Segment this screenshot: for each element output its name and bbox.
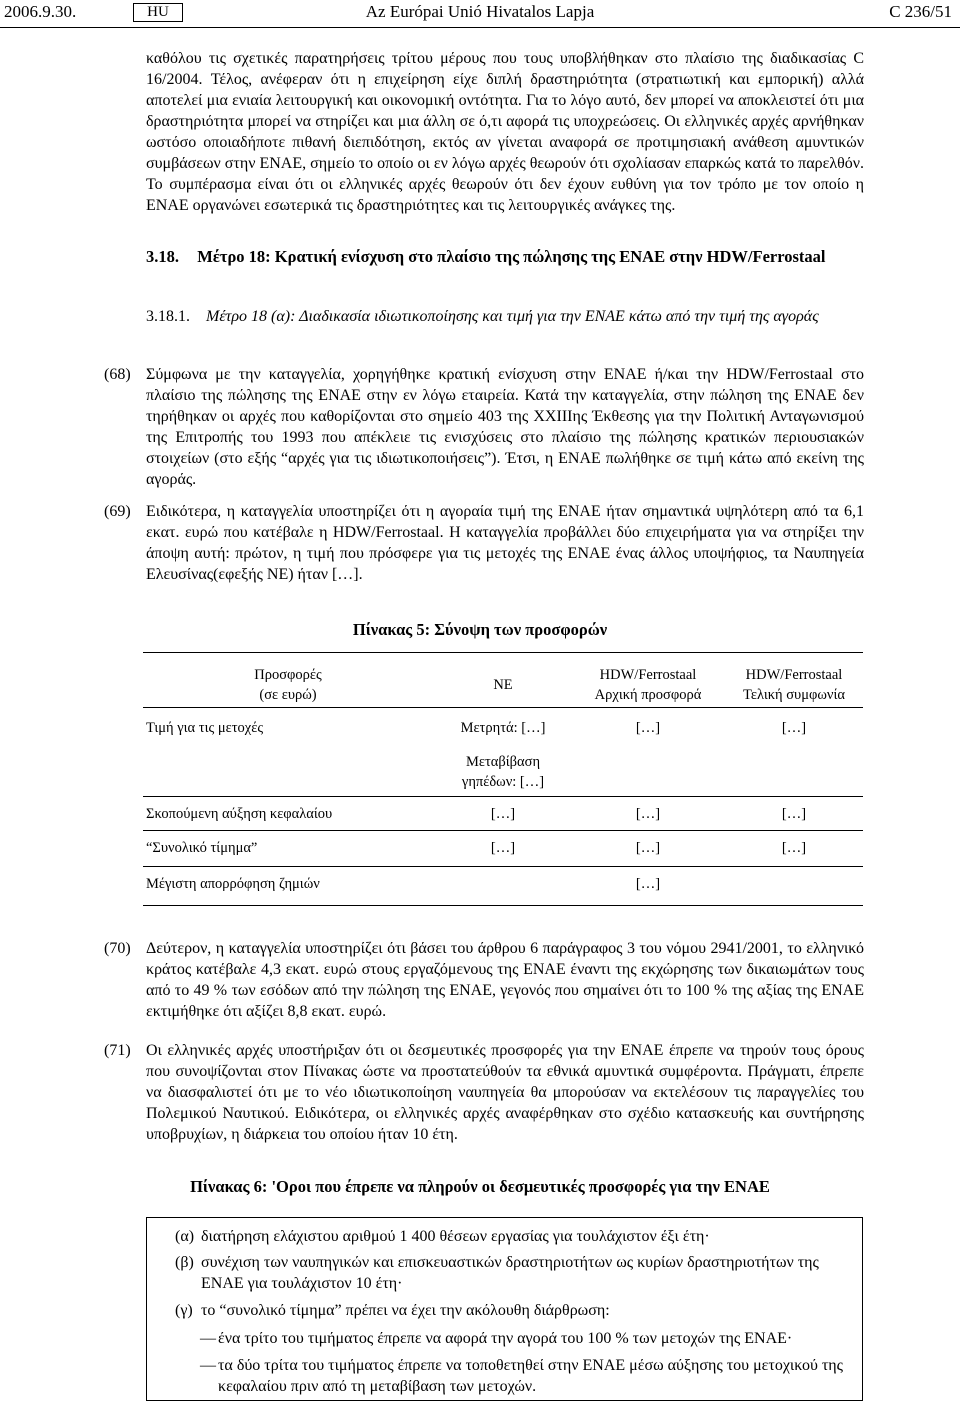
table-rule [143, 652, 863, 653]
intro-paragraph: καθόλου τις σχετικές παρατηρήσεις τρίτου μέρους που τους υποβλήθηκαν στο πλαίσιο της διαδικασίας C 16/2004. Τέλος, ανέφεραν ότι η επιχείρηση είχε διπλή δραστηριότητα (στρατιωτική και εμπορική) αλλά αποτελεί μια ενιαία λειτουργική και οικονομική οντότητα. Για το λόγο αυτό, δεν μπορεί να αποκλειστεί ότι μια δραστηριότητα μπορεί να στηρίζει και μια άλλη σε ό,τι αφορά τις υποχρεώσεις. Οι ελληνικές αρχές αρνήθηκαν ωστόσο οποιαδήποτε πιθανή διεπιδότηση, εκτός αν γίνεται αναφορά σε προτιμησιακή ανάθεση αμυντικών συμβάσεων στην ΕΝΑΕ, σημείο το οποίο οι εν λόγω αρχές θεωρούν ότι σχολίασαν επαρκώς κατά το παρελθόν. Το συμπέρασμα είναι ότι οι ελληνικές αρχές θεωρούν ότι δεν έχουν ευθύνη για τον τρόπο με τον οποίο η ΕΝΑΕ οργανώνει εσωτερικά τις δραστηριότητες και τις λειτουργικές ανάγκες της. [146, 50, 864, 214]
table6-item [175, 1252, 855, 1294]
table5-cell: Μετρητά: […] [460, 720, 546, 736]
table5-cell: […] [781, 840, 807, 856]
paragraph-text: Ειδικότερα, η καταγγελία υποστηρίζει ότι η αγοραία τιμή της ΕΝΑΕ ήταν σημαντικά υψηλότερη από τα 6,1 εκατ. ευρώ που κατέβαλε η HDW/Ferrostaal. Η καταγγελία προβάλλει δύο επιχειρήματα για να στηρίξει την άποψη αυτή: πρώτον, η τιμή που πρόσφερε για τις μετοχές της ΕΝΑΕ ένας άλλος υποψήφιος, τα Ναυπηγεία Ελευσίνας(εφεξής ΝΕ) ήταν […]. [146, 503, 864, 583]
item-text: διατήρηση ελάχιστου αριθμού 1 400 θέσεων εργασίας για τουλάχιστον έξι έτη· [201, 1228, 710, 1245]
table5-cell: […] [635, 876, 661, 892]
paragraph-text: Σύμφωνα με την καταγγελία, χορηγήθηκε κρατική ενίσχυση στην ΕΝΑΕ ή/και την HDW/Ferrostaal στο πλαίσιο της πώλησης της ΕΝΑΕ στην εν λόγω εταιρεία. Κατά την καταγγελία, στην πώληση της ΕΝΑΕ δεν τηρήθηκαν οι αρχές που καθορίζονται στο σημείο 403 της XXIIIης Έκθεσης για την Πολιτική Ανταγωνισμού της Επιτροπής του 1993 που απέκλειε τις ενισχύσεις στο πλαίσιο της πώλησης κρατικών περιουσιακών στοιχείων (στο εξής “αρχές για τις ιδιωτικοποιήσεις”). Έτσι, η ΕΝΑΕ πωλήθηκε σε τιμή κάτω από εκείνη της αγοράς. [146, 366, 864, 488]
table5-caption: Πίνακας 5: Σύνοψη των προσφορών [352, 620, 608, 639]
table5-header-ne: ΝΕ [493, 677, 513, 693]
item-label: (α) [175, 1228, 195, 1245]
table5-cell: […] [490, 840, 516, 856]
paragraph-68 [104, 364, 864, 490]
paragraph-text: Δεύτερον, η καταγγελία υποστηρίζει ότι βάσει του άρθρου 6 παράγραφος 3 του νόμου 2941/2001, το ελληνικό κράτος κατέβαλε 4,3 εκατ. ευρώ στους εργαζόμενους της ΕΝΑΕ έναντι της εκχώρησης των δικαιωμάτων τους από το 49 % των εσόδων από την πώληση της ΕΝΑΕ, γεγονός που σημαίνει ότι το 100 % της αξίας της ΕΝΑΕ εκτιμήθηκε ότι αξίζει 8,8 εκατ. ευρώ. [146, 940, 864, 1020]
table5-header-final: HDW/Ferrostaal Τελική συμφωνία [743, 667, 845, 703]
dash-mark: — [200, 1330, 216, 1347]
header-language-box: HU [133, 3, 183, 22]
table5-cell: […] [781, 720, 807, 736]
table6-caption: Πίνακας 6: 'Οροι που έπρεπε να πληρούν οι δεσμευτικές προσφορές για την ΕΝΑΕ [190, 1177, 770, 1196]
table6-item [175, 1300, 855, 1321]
dash-text: ένα τρίτο του τιμήματος έπρεπε να αφορά την αγορά του 100 % των μετοχών της ΕΝΑΕ· [218, 1330, 793, 1347]
paragraph-70 [104, 938, 864, 1022]
header-date: 2006.9.30. [4, 2, 77, 21]
table5-header-offers: Προσφορές (σε ευρώ) [254, 667, 322, 703]
table5-cell: […] [490, 806, 516, 822]
table6-dash-item [200, 1355, 855, 1397]
table5-row-label: Σκοπούμενη αύξηση κεφαλαίου [146, 806, 333, 822]
header-page-number: C 236/51 [889, 2, 952, 21]
table-rule [143, 905, 863, 906]
item-label: (γ) [175, 1302, 193, 1319]
paragraph-text: Οι ελληνικές αρχές υποστήριξαν ότι οι δεσμευτικές προσφορές για την ΕΝΑΕ έπρεπε να τηρούν τους όρους που συνοψίζονται στον Πίνακας ώστε να προστατεύθούν τα εθνικά αμυντικά συμφέροντα. Πράγματι, έπρεπε να διασφαλιστεί ότι με το νέο ιδιωτικοποίηση ναυπηγεία θα μπορούσαν να εκτελέσουν τις παραγγελίες του Πολεμικού Ναυτικού. Ειδικότερα, οι ελληνικές αρχές αναφέρθηκαν στο σχέδιο κατασκευής και συντήρησης υποβρυχίων, η διάρκεια του οποίου ήταν 10 έτη. [146, 1042, 864, 1143]
paragraph-69 [104, 501, 864, 585]
table5-row-label: “Συνολικό τίμημα” [146, 840, 258, 856]
table5-cell: […] [635, 720, 661, 736]
header-rule [0, 27, 960, 28]
item-label: (β) [175, 1254, 194, 1271]
dash-mark: — [200, 1357, 216, 1374]
table-rule [143, 796, 863, 797]
section-number: 3.18. [146, 247, 179, 266]
table-rule [143, 707, 863, 708]
paragraph-number: (68) [104, 366, 131, 383]
table5-cell: […] [635, 806, 661, 822]
section-heading [146, 246, 826, 267]
table5-cell: […] [635, 840, 661, 856]
section-title: Μέτρο 18: Κρατική ενίσχυση στο πλαίσιο της πώλησης της ΕΝΑΕ στην HDW/Ferrostaal [197, 247, 826, 266]
item-text: το “συνολικό τίμημα” πρέπει να έχει την ακόλουθη διάρθρωση: [201, 1302, 610, 1319]
table5-header-initial: HDW/Ferrostaal Αρχική προσφορά [594, 667, 702, 703]
table6-dash-item [200, 1328, 855, 1349]
table5-cell: […] [781, 806, 807, 822]
table6-item [175, 1226, 855, 1247]
paragraph-71 [104, 1040, 864, 1145]
subsection-title: Μέτρο 18 (α): Διαδικασία ιδιωτικοποίησης και τιμή για την ΕΝΑΕ κάτω από την τιμή της αγοράς [206, 308, 819, 325]
paragraph-number: (71) [104, 1042, 131, 1059]
paragraph-number: (69) [104, 503, 131, 520]
table-rule [143, 830, 863, 831]
table5-cell-transfer: Μεταβίβαση γηπέδων: […] [461, 754, 545, 790]
paragraph-number: (70) [104, 940, 131, 957]
table5-row-label: Τιμή για τις μετοχές [146, 720, 264, 736]
item-text: συνέχιση των ναυπηγικών και επισκευαστικών δραστηριοτήτων ως κυρίων δραστηριοτήτων της ΕΝΑΕ για τουλάχιστον 10 έτη· [201, 1254, 819, 1292]
subsection-number: 3.18.1. [146, 308, 190, 325]
table-rule [143, 866, 863, 867]
dash-text: τα δύο τρίτα του τιμήματος έπρεπε να τοποθετηθεί στην ΕΝΑΕ μέσω αύξησης του μετοχικού της κεφαλαίου πριν από τη μεταβίβαση των μετοχών. [218, 1357, 843, 1395]
table5-row-label: Μέγιστη απορρόφηση ζημιών [146, 876, 320, 892]
header-journal-title: Az Európai Unió Hivatalos Lapja [365, 2, 595, 21]
subsection-heading [146, 306, 864, 327]
